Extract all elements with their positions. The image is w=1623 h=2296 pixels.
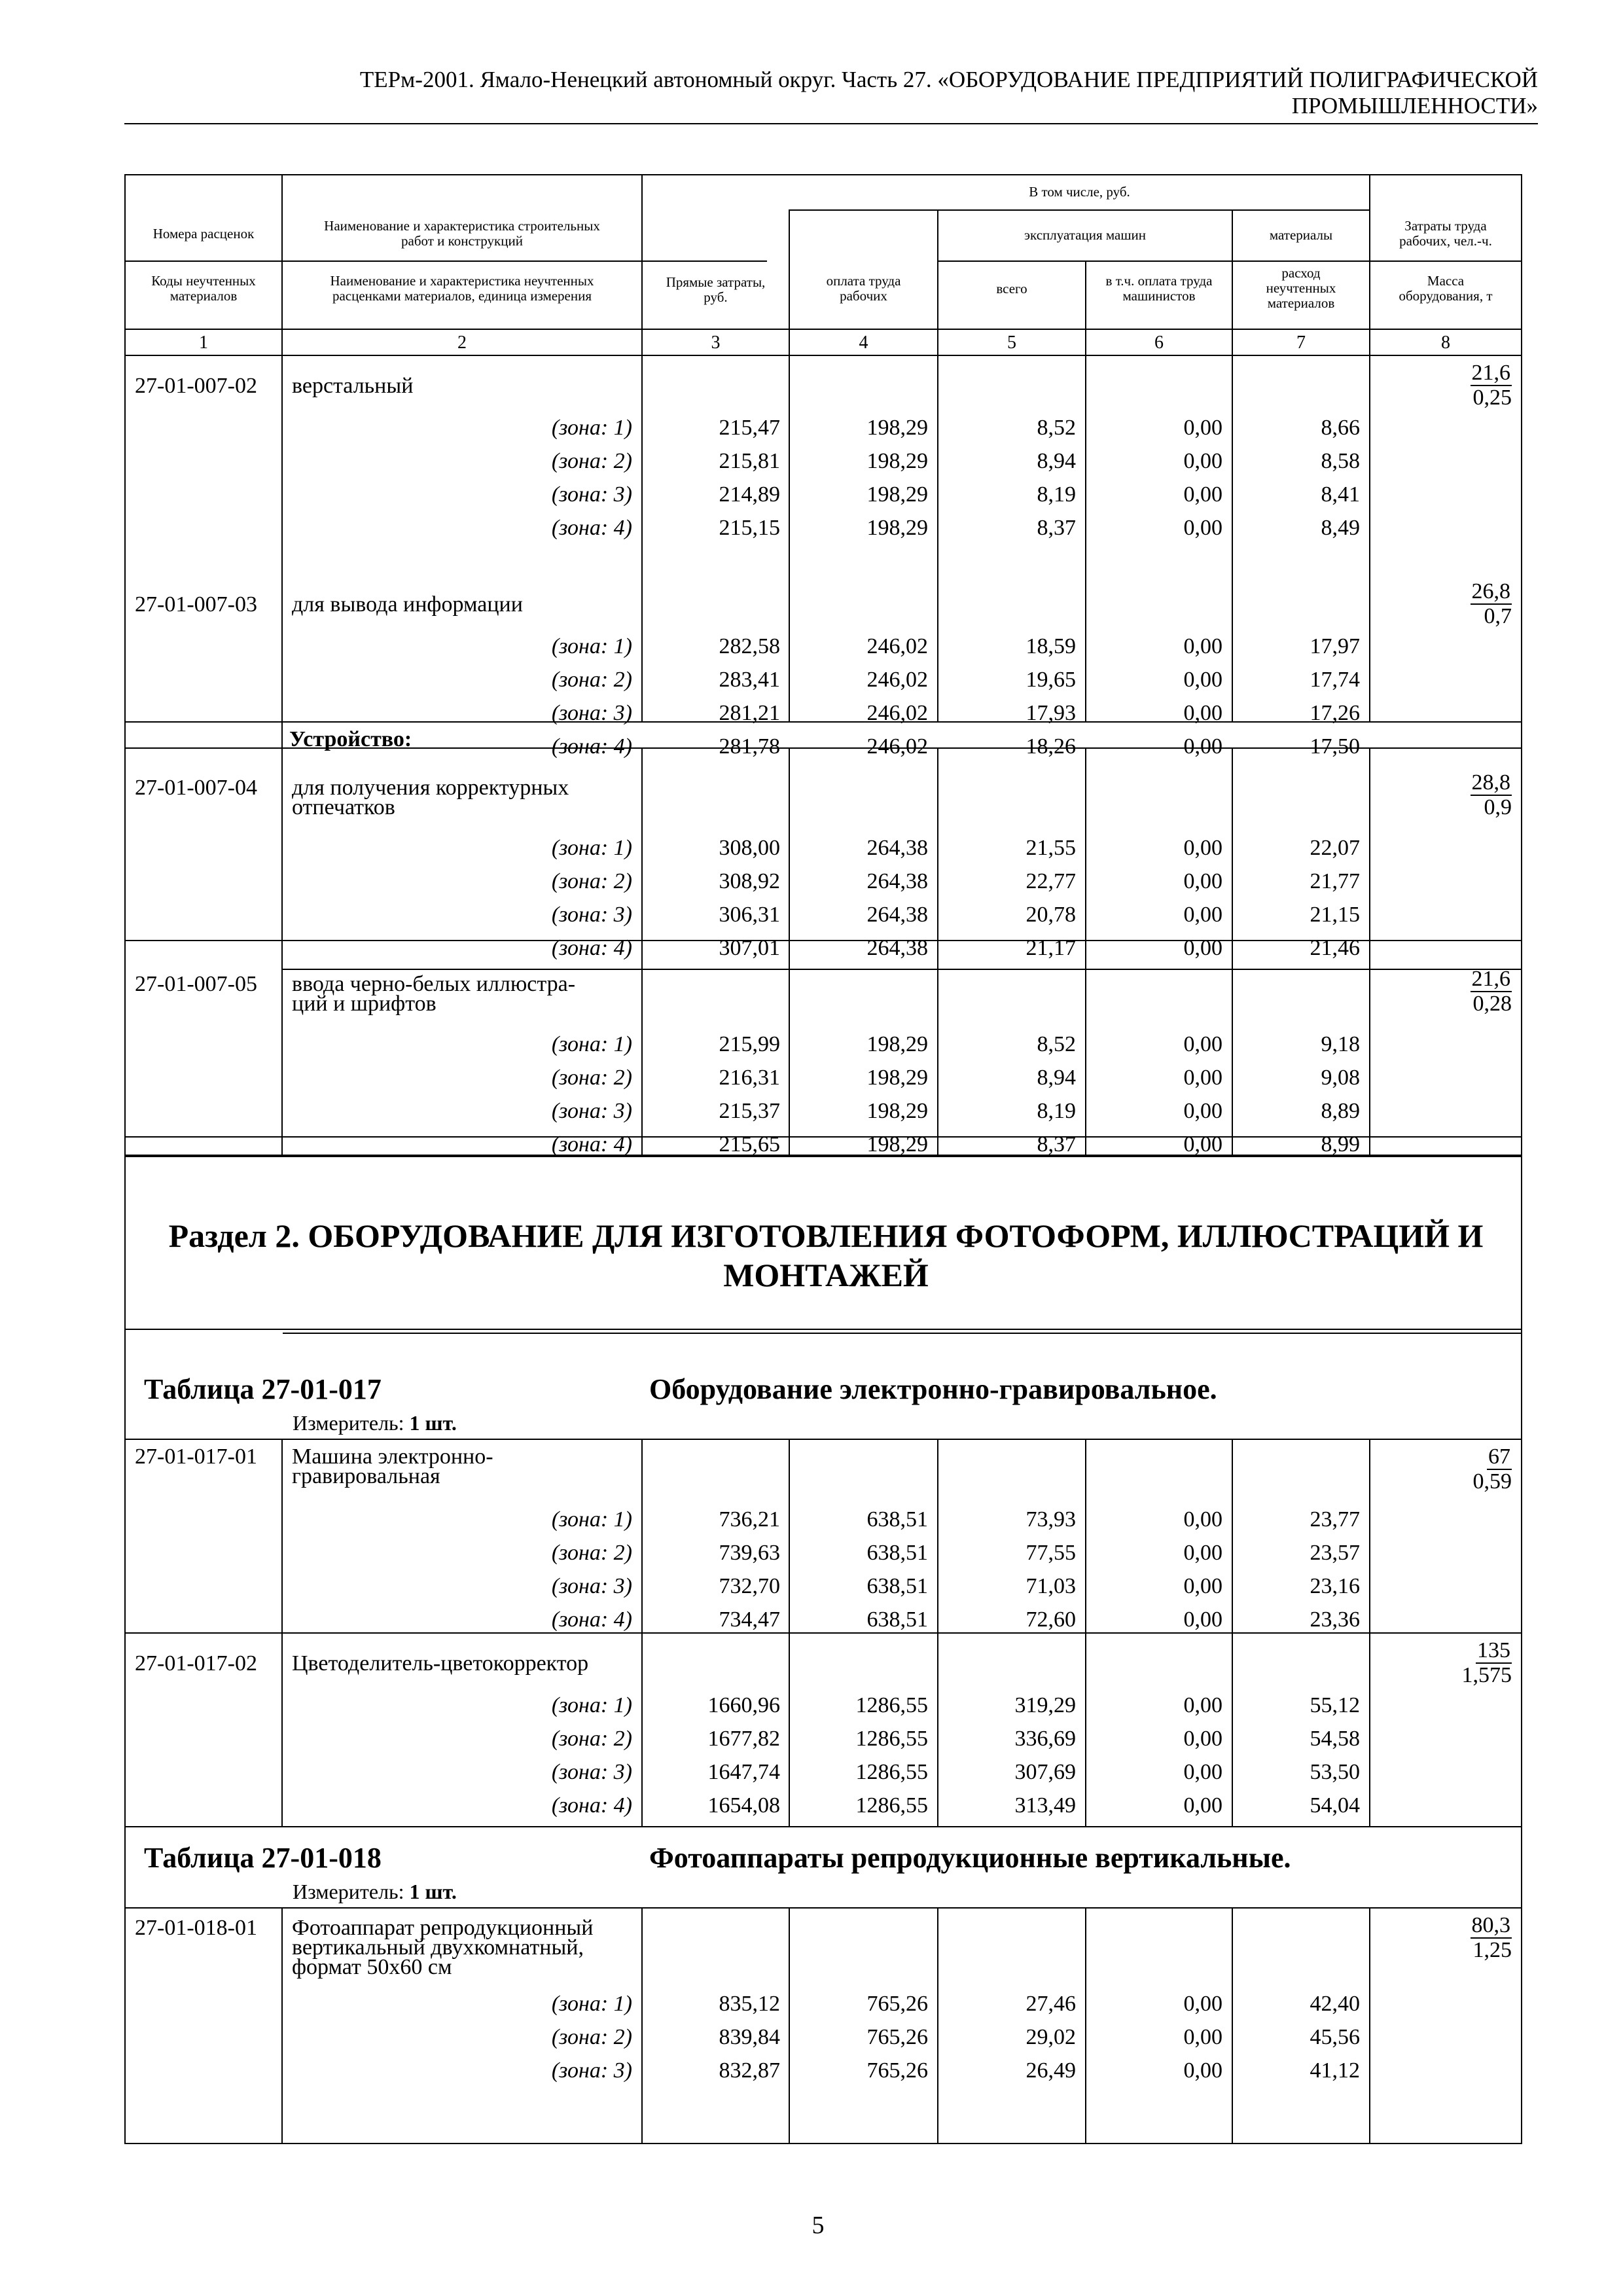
- grid-line: [641, 747, 643, 1155]
- mass-value: 0,28: [1472, 992, 1512, 1016]
- cost-mach: 8,94: [1037, 449, 1076, 473]
- cost-wages: 246,02: [866, 734, 928, 759]
- zone-label: (зона: 1): [551, 634, 632, 658]
- cost-wages: 198,29: [866, 1066, 928, 1090]
- zone-label: (зона: 3): [551, 903, 632, 927]
- col2-subheader: Наименование и характеристика неучтенных расценками материалов, единица измерения: [330, 273, 594, 304]
- cost-mach-wages: 0,00: [1183, 416, 1222, 440]
- zone-label: (зона: 4): [551, 734, 632, 759]
- cost-mat: 23,36: [1310, 1607, 1360, 1632]
- grid-line: [1085, 1907, 1086, 2144]
- rate-name-line: отпечатков: [292, 795, 395, 819]
- grid-line: [1232, 1907, 1233, 2144]
- cost-wages: 246,02: [866, 668, 928, 692]
- zone-label: (зона: 3): [551, 1574, 632, 1598]
- cost-mach-wages: 0,00: [1183, 701, 1222, 725]
- cost-direct: 283,41: [719, 668, 780, 692]
- machines-header: эксплуатация машин: [1024, 227, 1146, 243]
- zone-label: (зона: 4): [551, 936, 632, 960]
- col1-subheader: Коды неучтенных материалов: [151, 273, 256, 304]
- cost-mat: 9,08: [1321, 1066, 1360, 1090]
- cost-mach-wages: 0,00: [1183, 1507, 1222, 1532]
- cost-wages: 264,38: [866, 936, 928, 960]
- mass-value: 1,25: [1472, 1938, 1512, 1962]
- cost-direct: 732,70: [719, 1574, 780, 1598]
- grid-line: [1085, 747, 1086, 1155]
- col-number-6: 6: [1154, 332, 1164, 353]
- header-rule: [124, 123, 1538, 124]
- cost-mach: 336,69: [1014, 1727, 1076, 1751]
- col-number-5: 5: [1007, 332, 1016, 353]
- cost-mach: 8,19: [1037, 1099, 1076, 1123]
- cost-wages: 1286,55: [855, 1760, 928, 1784]
- cost-direct: 308,00: [719, 836, 780, 860]
- rate-code: 27-01-007-05: [135, 972, 257, 996]
- labor-value: 21,6: [1471, 361, 1510, 385]
- grid-line: [126, 1136, 1521, 1138]
- cost-wages: 765,26: [866, 1992, 928, 2016]
- rate-name-line: Цветоделитель-цветокорректор: [292, 1651, 589, 1676]
- zone-label: (зона: 3): [551, 1099, 632, 1123]
- rate-name-line: для вывода информации: [292, 592, 523, 617]
- cost-mat: 21,77: [1310, 869, 1360, 893]
- zone-label: (зона: 4): [551, 1793, 632, 1818]
- labor-mass-fraction: [1462, 1639, 1512, 1687]
- grid-line: [641, 175, 643, 355]
- grid-line: [789, 747, 790, 1155]
- zone-label: (зона: 2): [551, 668, 632, 692]
- col8-header: Затраты труда рабочих, чел.-ч.: [1399, 218, 1492, 249]
- zone-label: (зона: 2): [551, 1541, 632, 1565]
- section-title: Раздел 2. ОБОРУДОВАНИЕ ДЛЯ ИЗГОТОВЛЕНИЯ ФОТОФОРМ, ИЛЛЮСТРАЦИЙ И МОНТАЖЕЙ: [168, 1217, 1484, 1293]
- rate-name-line: верстальный: [292, 374, 414, 398]
- cost-wages: 198,29: [866, 416, 928, 440]
- cost-mat: 23,57: [1310, 1541, 1360, 1565]
- cost-mach: 8,37: [1037, 516, 1076, 540]
- incl-header: В том числе, руб.: [1029, 184, 1130, 200]
- cost-mat: 23,16: [1310, 1574, 1360, 1598]
- cost-wages: 638,51: [866, 1607, 928, 1632]
- cost-mach-wages: 0,00: [1183, 1132, 1222, 1157]
- rate-code: 27-01-007-02: [135, 374, 257, 398]
- grid-line: [641, 355, 643, 721]
- cost-direct: 281,21: [719, 701, 780, 725]
- table18-label: Таблица 27-01-018: [144, 1842, 382, 1874]
- cost-wages: 264,38: [866, 903, 928, 927]
- cost-direct: 214,89: [719, 482, 780, 507]
- grid-line: [937, 355, 938, 721]
- cost-direct: 216,31: [719, 1066, 780, 1090]
- cost-mach: 22,77: [1026, 869, 1076, 893]
- labor-mass-fraction: [1471, 361, 1512, 410]
- cost-wages: 264,38: [866, 836, 928, 860]
- cost-mat: 8,41: [1321, 482, 1360, 507]
- cost-mat: 9,18: [1321, 1032, 1360, 1056]
- labor-mass-fraction: [1473, 1445, 1512, 1494]
- cost-wages: 1286,55: [855, 1727, 928, 1751]
- cost-mach-wages: 0,00: [1183, 449, 1222, 473]
- table17-measure: Измеритель: 1 шт.: [293, 1411, 457, 1435]
- cost-mach-wages: 0,00: [1183, 1032, 1222, 1056]
- cost-wages: 198,29: [866, 449, 928, 473]
- cost-mat: 17,97: [1310, 634, 1360, 658]
- labor-value: 67: [1488, 1444, 1510, 1469]
- cost-mat: 54,58: [1310, 1727, 1360, 1751]
- zone-label: (зона: 3): [551, 482, 632, 507]
- cost-mach: 8,94: [1037, 1066, 1076, 1090]
- cost-direct: 307,01: [719, 936, 780, 960]
- cost-mach: 77,55: [1026, 1541, 1076, 1565]
- rates-table: [124, 174, 1522, 2144]
- cost-mach: 21,55: [1026, 836, 1076, 860]
- grid-line: [281, 355, 283, 1155]
- cost-mach-wages: 0,00: [1183, 668, 1222, 692]
- zone-label: (зона: 1): [551, 1032, 632, 1056]
- cost-direct: 215,81: [719, 449, 780, 473]
- labor-value: 80,3: [1471, 1913, 1510, 1937]
- cost-mat: 45,56: [1310, 2025, 1360, 2049]
- grid-line: [283, 1333, 1521, 1334]
- running-header-line1: ТЕРм-2001. Ямало-Ненецкий автономный округ. Часть 27. «ОБОРУДОВАНИЕ ПРЕДПРИЯТИЙ ПОЛИГРАФИЧЕСКОЙ: [359, 67, 1538, 92]
- cost-mach-wages: 0,00: [1183, 903, 1222, 927]
- cost-wages: 1286,55: [855, 1693, 928, 1717]
- rate-name-line: вертикальный двухкомнатный,: [292, 1935, 584, 1960]
- cost-mat: 41,12: [1310, 2058, 1360, 2083]
- cost-mach: 17,93: [1026, 701, 1076, 725]
- col3-header: Прямые затраты, руб.: [666, 274, 766, 305]
- table17-label: Таблица 27-01-017: [144, 1373, 382, 1405]
- grid-line: [1369, 175, 1370, 355]
- cost-mat: 17,50: [1310, 734, 1360, 759]
- mass-value: 0,7: [1484, 604, 1512, 628]
- grid-line: [126, 1826, 1521, 1827]
- zone-label: (зона: 4): [551, 516, 632, 540]
- grid-line: [937, 1907, 938, 2144]
- zone-label: (зона: 2): [551, 1066, 632, 1090]
- mass-value: 1,575: [1461, 1663, 1512, 1687]
- zone-label: (зона: 2): [551, 1727, 632, 1751]
- zone-label: (зона: 1): [551, 416, 632, 440]
- col-number-7: 7: [1296, 332, 1306, 353]
- cost-direct: 736,21: [719, 1507, 780, 1532]
- labor-value: 135: [1477, 1638, 1510, 1662]
- cost-mat: 22,07: [1310, 836, 1360, 860]
- cost-mat: 42,40: [1310, 1992, 1360, 2016]
- cost-mat: 8,49: [1321, 516, 1360, 540]
- cost-direct: 1647,74: [707, 1760, 780, 1784]
- cost-mat: 8,99: [1321, 1132, 1360, 1157]
- mass-value: 0,9: [1484, 795, 1512, 819]
- cost-direct: 306,31: [719, 903, 780, 927]
- subheading-ustroystvo: Устройство:: [289, 727, 412, 751]
- cost-direct: 839,84: [719, 2025, 780, 2049]
- cost-direct: 215,15: [719, 516, 780, 540]
- zone-label: (зона: 4): [551, 1132, 632, 1157]
- cost-direct: 835,12: [719, 1992, 780, 2016]
- mass-value: 0,25: [1472, 386, 1512, 410]
- grid-line: [641, 1907, 643, 2144]
- cost-mach-wages: 0,00: [1183, 1541, 1222, 1565]
- cost-mach-wages: 0,00: [1183, 1607, 1222, 1632]
- cost-wages: 765,26: [866, 2025, 928, 2049]
- col-number-2: 2: [457, 332, 467, 353]
- cost-mach: 18,26: [1026, 734, 1076, 759]
- grid-line: [1232, 355, 1233, 721]
- rate-name-line: формат 50х60 см: [292, 1955, 452, 1979]
- grid-line: [937, 260, 1369, 262]
- cost-direct: 215,65: [719, 1132, 780, 1157]
- labor-value: 28,8: [1471, 770, 1510, 795]
- cost-direct: 282,58: [719, 634, 780, 658]
- cost-wages: 638,51: [866, 1541, 928, 1565]
- running-header-line2: ПРОМЫШЛЕННОСТИ»: [1291, 93, 1538, 118]
- col-number-1: 1: [199, 332, 208, 353]
- cost-mach-wages: 0,00: [1183, 1793, 1222, 1818]
- cost-mat: 53,50: [1310, 1760, 1360, 1784]
- cost-mach: 20,78: [1026, 903, 1076, 927]
- zone-label: (зона: 3): [551, 701, 632, 725]
- col8-subheader: Масса оборудования, т: [1399, 273, 1493, 304]
- cost-mat: 54,04: [1310, 1793, 1360, 1818]
- rate-code: 27-01-018-01: [135, 1916, 257, 1940]
- cost-mach: 21,17: [1026, 936, 1076, 960]
- zone-label: (зона: 2): [551, 449, 632, 473]
- cost-mach-wages: 0,00: [1183, 869, 1222, 893]
- labor-mass-fraction: [1471, 1914, 1512, 1962]
- zone-label: (зона: 3): [551, 2058, 632, 2083]
- grid-line: [126, 1439, 1521, 1440]
- cost-wages: 198,29: [866, 1032, 928, 1056]
- cost-mach: 8,52: [1037, 416, 1076, 440]
- grid-line: [126, 1329, 1521, 1330]
- grid-line: [281, 175, 283, 355]
- labor-mass-fraction: [1471, 967, 1512, 1016]
- cost-mat: 21,46: [1310, 936, 1360, 960]
- page-number: 5: [812, 2212, 825, 2239]
- cost-mach: 313,49: [1014, 1793, 1076, 1818]
- cost-wages: 638,51: [866, 1574, 928, 1598]
- labor-value: 21,6: [1471, 967, 1510, 991]
- cost-wages: 264,38: [866, 869, 928, 893]
- cost-mach-wages: 0,00: [1183, 1574, 1222, 1598]
- cost-mach-wages: 0,00: [1183, 1992, 1222, 2016]
- cost-mach: 8,37: [1037, 1132, 1076, 1157]
- cost-mach-wages: 0,00: [1183, 836, 1222, 860]
- cost-direct: 215,47: [719, 416, 780, 440]
- labor-mass-fraction: [1471, 580, 1512, 628]
- cost-mach-wages: 0,00: [1183, 1066, 1222, 1090]
- grid-line: [937, 747, 938, 1155]
- cost-direct: 215,37: [719, 1099, 780, 1123]
- cost-direct: 832,87: [719, 2058, 780, 2083]
- cost-mach-wages: 0,00: [1183, 1727, 1222, 1751]
- grid-line: [1369, 747, 1370, 1155]
- cost-mach-wages: 0,00: [1183, 936, 1222, 960]
- cost-mach: 29,02: [1026, 2025, 1076, 2049]
- rate-name-line: ций и шрифтов: [292, 992, 437, 1016]
- cost-direct: 308,92: [719, 869, 780, 893]
- cost-direct: 215,99: [719, 1032, 780, 1056]
- cost-mach: 19,65: [1026, 668, 1076, 692]
- zone-label: (зона: 3): [551, 1760, 632, 1784]
- cost-direct: 281,78: [719, 734, 780, 759]
- cost-mach-wages: 0,00: [1183, 1099, 1222, 1123]
- cost-mat: 8,66: [1321, 416, 1360, 440]
- grid-line: [1369, 260, 1521, 262]
- col-number-8: 8: [1441, 332, 1450, 353]
- cost-mach: 72,60: [1026, 1607, 1076, 1632]
- cost-direct: 1677,82: [707, 1727, 780, 1751]
- cost-wages: 246,02: [866, 701, 928, 725]
- rate-code: 27-01-007-04: [135, 776, 257, 800]
- zone-label: (зона: 1): [551, 836, 632, 860]
- rate-name-line: ввода черно-белых иллюстра-: [292, 972, 576, 996]
- cost-wages: 765,26: [866, 2058, 928, 2083]
- zone-label: (зона: 1): [551, 1693, 632, 1717]
- labor-mass-fraction: [1471, 771, 1512, 819]
- table17-title: Оборудование электронно-гравировальное.: [649, 1373, 1217, 1405]
- col4-header: оплата труда рабочих: [826, 273, 901, 304]
- cost-direct: 739,63: [719, 1541, 780, 1565]
- grid-line: [1232, 747, 1233, 1155]
- cost-mach-wages: 0,00: [1183, 1693, 1222, 1717]
- rate-name-line: Машина электронно-: [292, 1444, 493, 1469]
- grid-line: [281, 1907, 283, 2144]
- col-number-3: 3: [711, 332, 721, 353]
- materials-header: материалы: [1269, 227, 1333, 243]
- cost-mat: 8,58: [1321, 449, 1360, 473]
- col2-header: Наименование и характеристика строительных работ и конструкций: [324, 218, 600, 249]
- cost-mat: 55,12: [1310, 1693, 1360, 1717]
- cost-mach: 73,93: [1026, 1507, 1076, 1532]
- col7-header: расход неучтенных материалов: [1266, 265, 1336, 311]
- cost-mach-wages: 0,00: [1183, 1760, 1222, 1784]
- cost-mach: 71,03: [1026, 1574, 1076, 1598]
- rate-name-line: гравировальная: [292, 1464, 440, 1488]
- cost-wages: 1286,55: [855, 1793, 928, 1818]
- cost-mat: 17,74: [1310, 668, 1360, 692]
- zone-label: (зона: 4): [551, 1607, 632, 1632]
- cost-wages: 246,02: [866, 634, 928, 658]
- zone-label: (зона: 1): [551, 1992, 632, 2016]
- cost-wages: 198,29: [866, 1099, 928, 1123]
- cost-mach-wages: 0,00: [1183, 634, 1222, 658]
- cost-mat: 8,89: [1321, 1099, 1360, 1123]
- table18-title: Фотоаппараты репродукционные вертикальные.: [649, 1842, 1291, 1874]
- cost-mach-wages: 0,00: [1183, 2058, 1222, 2083]
- grid-line: [126, 260, 767, 262]
- col5-header: всего: [996, 281, 1027, 296]
- rate-name-line: Фотоаппарат репродукционный: [292, 1916, 594, 1940]
- cost-wages: 198,29: [866, 1132, 928, 1157]
- cost-mach-wages: 0,00: [1183, 482, 1222, 507]
- cost-mach: 307,69: [1014, 1760, 1076, 1784]
- col6-header: в т.ч. оплата труда машинистов: [1105, 273, 1213, 304]
- cost-direct: 1654,08: [707, 1793, 780, 1818]
- rate-name-line: для получения корректурных: [292, 776, 569, 800]
- cost-direct: 1660,96: [707, 1693, 780, 1717]
- cost-mach: 8,19: [1037, 482, 1076, 507]
- cost-mat: 21,15: [1310, 903, 1360, 927]
- mass-value: 0,59: [1472, 1469, 1512, 1494]
- zone-label: (зона: 2): [551, 869, 632, 893]
- grid-line: [789, 1907, 790, 2144]
- running-header: [124, 67, 1538, 119]
- cost-mach: 8,52: [1037, 1032, 1076, 1056]
- grid-line: [283, 969, 1521, 970]
- rate-code: 27-01-007-03: [135, 592, 257, 617]
- cost-mat: 23,77: [1310, 1507, 1360, 1532]
- grid-line: [126, 1156, 1521, 1157]
- cost-wages: 638,51: [866, 1507, 928, 1532]
- cost-mach-wages: 0,00: [1183, 2025, 1222, 2049]
- cost-direct: 734,47: [719, 1607, 780, 1632]
- zone-label: (зона: 1): [551, 1507, 632, 1532]
- zone-label: (зона: 2): [551, 2025, 632, 2049]
- cost-mach-wages: 0,00: [1183, 734, 1222, 759]
- labor-value: 26,8: [1471, 579, 1510, 603]
- cost-mach-wages: 0,00: [1183, 516, 1222, 540]
- grid-line: [1369, 1907, 1370, 2144]
- cost-mach: 319,29: [1014, 1693, 1076, 1717]
- cost-wages: 198,29: [866, 482, 928, 507]
- table18-measure: Измеритель: 1 шт.: [293, 1880, 457, 1903]
- rate-code: 27-01-017-01: [135, 1444, 257, 1469]
- col-number-4: 4: [859, 332, 868, 353]
- cost-mat: 17,26: [1310, 701, 1360, 725]
- cost-mach: 26,49: [1026, 2058, 1076, 2083]
- cost-wages: 198,29: [866, 516, 928, 540]
- cost-mach: 18,59: [1026, 634, 1076, 658]
- cost-mach: 27,46: [1026, 1992, 1076, 2016]
- grid-line: [126, 1907, 1521, 1909]
- grid-line: [1369, 355, 1370, 721]
- rate-code: 27-01-017-02: [135, 1651, 257, 1676]
- col1-header: Номера расценок: [152, 226, 255, 242]
- grid-line: [789, 355, 790, 721]
- grid-line: [789, 209, 1369, 211]
- grid-line: [1085, 355, 1086, 721]
